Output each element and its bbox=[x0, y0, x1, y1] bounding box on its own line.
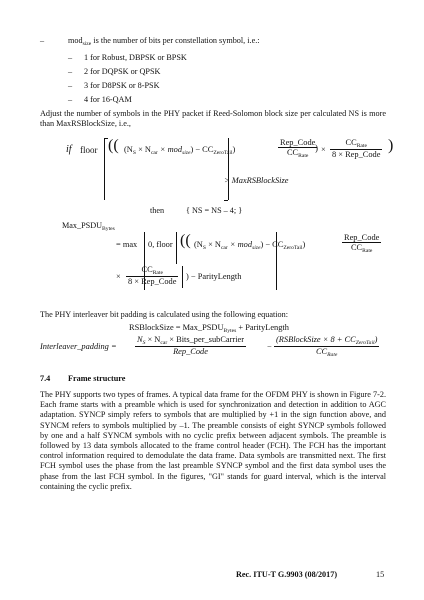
formula-2-frac-rep: $\frac{\text{Rep\_Code}}{CC_{Rate}}$ bbox=[344, 233, 380, 254]
section-number: 7.4 bbox=[40, 374, 51, 383]
formula-2-frac-rate: $\frac{CC_{Rate}}{\text{8 × Rep\_Code}}$ bbox=[128, 265, 177, 286]
bullet-item-text: 3 for D8PSK or 8-PSK bbox=[84, 81, 160, 90]
bullet-dash: – bbox=[40, 36, 45, 45]
formula-1-frac-rate: $\frac{CC_{Rate}}{\text{8 × Rep\_Code}}$ bbox=[332, 138, 381, 159]
formula-3: Interleaver_padding = $\frac{N_S \times N_{car} \times Bits\_per\_subCarrier}{\text{Rep\_Code}}$ − $\frac{(RSBlockSize \times 8 + CC_{ZeroTail})}{CC_{Rate}}$ bbox=[40, 335, 378, 358]
adjust-paragraph: Adjust the number of symbols in the PHY packet if Reed-Solomon block size per calculated NS is more than MaxRSBlockSize, i.e., bbox=[40, 109, 386, 129]
formula-1-frac-rep: $\frac{\text{Rep\_Code}}{CC_{Rate}}$ bbox=[280, 138, 316, 159]
bullet-item-text: 1 for Robust, DBPSK or BPSK bbox=[84, 53, 187, 62]
formula-3-lhs: Interleaver_padding = bbox=[40, 342, 117, 351]
footer-reference: Rec. ITU-T G.9903 (08/2017) bbox=[236, 570, 338, 579]
formula-1: if floor (( $(N_S \times N_{car} \times mod_{size}) - CC_{ZeroTail}$) $\frac{\text{Rep\_Code}}{CC_{Rate}}$ ) × $\frac{CC_{Rate}}{\text{8 × Rep\_Code}}$ ) > MaxRSBlockSize bbox=[66, 140, 396, 202]
formula-1-then-action: { NS = NS – 4; } bbox=[186, 206, 243, 215]
formula-1-compare: > MaxRSBlockSize bbox=[224, 176, 289, 185]
interleaver-paragraph: The PHY interleaver bit padding is calculated using the following equation: bbox=[40, 310, 288, 319]
formula-if: if bbox=[66, 144, 72, 155]
formula-3-frac-1: $\frac{N_S \times N_{car} \times Bits\_per\_subCarrier}{\text{Rep\_Code}}$ bbox=[137, 335, 245, 356]
formula-3-rs-line: RSBlockSize = $Max\_PSDU_{Bytes}$ + ParityLength bbox=[129, 323, 289, 334]
bullet-item: – bbox=[68, 53, 73, 62]
formula-2-lhs: $Max\_PSDU_{Bytes}$ bbox=[62, 221, 115, 232]
page-number: 15 bbox=[376, 570, 385, 579]
formula-2-ns-term: $(N_S \times N_{car} \times mod_{size}) - CC_{ZeroTail}$) bbox=[194, 240, 306, 251]
bullet-item: – bbox=[68, 67, 73, 76]
body-paragraph: The PHY supports two types of frames. A typical data frame for the OFDM PHY is shown in Figure 7-2. Each frame starts with a preamble which is used for synchronization and detection in addition to AGC adaptation. SYNCP simply refers to symbols that are multiplied by +1 in the sign function above, and SYNCM refers to symbols multiplied by –1. The preamble consists of eight SYNCP symbols followed by one and a half SYNCM symbols with no cyclic prefix between adjacent symbols. The preamble is followed by 13 data symbols allocated to the frame control header (FCH). The FCH has the important control information required to demodulate the data frame. Data symbols are transmitted next. The first FCH symbol uses the phase from the last preamble SYNCP symbol and the first data symbol uses the phase from the last FCH symbol. In the figures, "GI" stands for guard interval, which is the interval containing the cyclic prefix. bbox=[40, 390, 386, 491]
formula-2: = max 0, floor (( $(N_S \times N_{car} \times mod_{size}) - CC_{ZeroTail}$) $\frac{\text{Rep\_Code}}{CC_{Rate}}$ × $\frac{CC_{Rate}}{\text{8 × Rep\_Code}}$ ) − ParityLength bbox=[62, 232, 402, 292]
formula-floor: floor bbox=[80, 145, 98, 155]
formula-2-floor: 0, floor bbox=[148, 240, 173, 249]
bullet-item: – bbox=[68, 95, 73, 104]
formula-2-eq: = max bbox=[116, 240, 138, 249]
section-title: Frame structure bbox=[68, 374, 126, 383]
bullet-item-text: 2 for DQPSK or QPSK bbox=[84, 67, 161, 76]
formula-1-then: then bbox=[150, 206, 165, 215]
bullet-mod-line: mod$_{size}$ is the number of bits per constellation symbol, i.e.: bbox=[68, 36, 260, 47]
formula-2-parity: ) − ParityLength bbox=[186, 272, 242, 281]
formula-3-frac-2: $\frac{(RSBlockSize \times 8 + CC_{ZeroTail})}{CC_{Rate}}$ bbox=[276, 335, 378, 358]
bullet-item-text: 4 for 16-QAM bbox=[84, 95, 132, 104]
formula-1-ns-term: $(N_S \times N_{car} \times mod_{size}) - CC_{ZeroTail}$) bbox=[124, 145, 236, 156]
bullet-item: – bbox=[68, 81, 73, 90]
